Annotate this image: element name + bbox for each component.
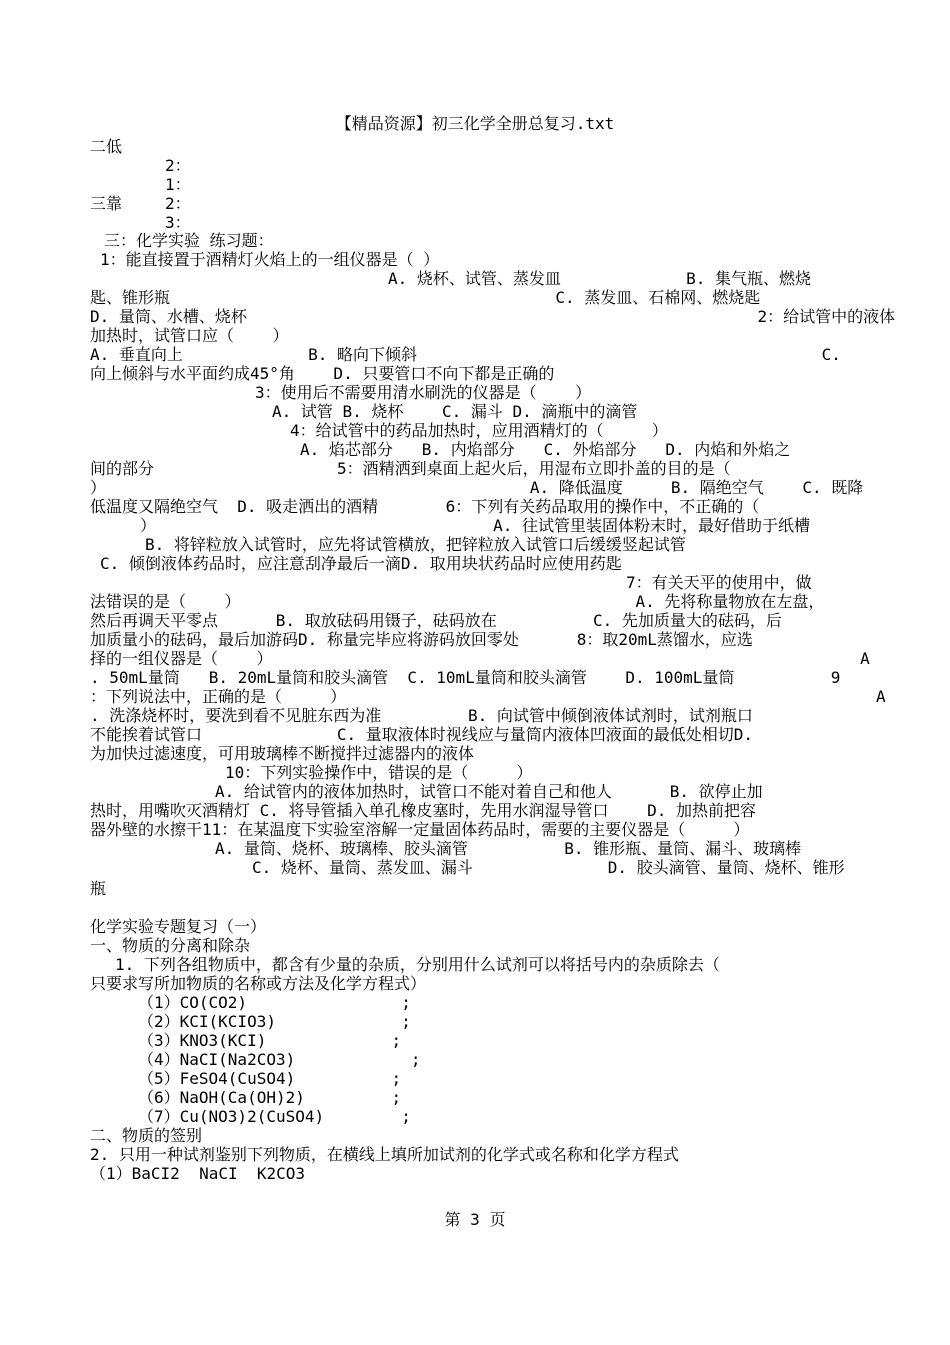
text-line: ：下列说法中，正确的是（ ） A <box>90 687 886 706</box>
text-line: （5）FeSO4(CuSO4) ; <box>138 1069 402 1088</box>
text-line: 加热时，试管口应（ ） <box>90 326 289 345</box>
text-line: 匙、锥形瓶 C. 蒸发皿、石棉网、燃烧匙 <box>90 288 761 307</box>
text-line: D. 量筒、水槽、烧杯 2：给试管中的液体 <box>90 307 896 326</box>
text-line: 10：下列实验操作中，错误的是（ ） <box>225 763 533 782</box>
text-line: A. 量筒、烧杯、玻璃棒、胶头滴管 B. 锥形瓶、量筒、漏斗、玻璃棒 <box>215 839 802 858</box>
text-line: 只要求写所加物质的名称或方法及化学方程式） <box>90 974 427 993</box>
text-line: 3：使用后不需要用清水刷洗的仪器是（ ） <box>255 383 592 402</box>
text-line: 二低 <box>90 137 123 156</box>
text-line: 热时，用嘴吹灭酒精灯 C. 将导管插入单孔橡皮塞时，先用水润湿导管口 D. 加热前把容 <box>90 801 756 820</box>
text-line: 为加快过滤速度，可用玻璃棒不断搅拌过滤器内的液体 <box>90 744 475 763</box>
text-line: 4：给试管中的药品加热时，应用酒精灯的（ ） <box>290 421 668 440</box>
text-line: 瓶 <box>90 879 107 898</box>
text-line: 1. 下列各组物质中，都含有少量的杂质，分别用什么试剂可以将括号内的杂质除去（ <box>115 955 720 974</box>
text-line: （6）NaOH(Ca(OH)2) ; <box>138 1088 402 1107</box>
text-line: （1）CO(CO2) ; <box>138 993 411 1012</box>
text-line: ） A. 往试管里装固体粉末时，最好借助于纸槽 <box>140 516 811 535</box>
text-line: 择的一组仪器是（ ） A <box>90 649 870 668</box>
text-line: 三：化学实验 练习题： <box>104 231 274 250</box>
text-line: 三靠 <box>90 194 123 213</box>
text-line: 间的部分 5：酒精洒到桌面上起火后，用湿布立即扑盖的目的是（ <box>90 459 731 478</box>
text-line: A. 给试管内的液体加热时，试管口不能对着自己和他人 B. 欲停止加 <box>215 782 763 801</box>
text-line: 3： <box>165 213 191 232</box>
text-line: A. 垂直向上 B. 略向下倾斜 C. <box>90 345 841 364</box>
text-line: A. 烧杯、试管、蒸发皿 B. 集气瓶、燃烧 <box>388 269 812 288</box>
text-line: 低温度又隔绝空气 D. 吸走洒出的酒精 6：下列有关药品取用的操作中，不正确的（ <box>90 497 760 516</box>
text-line: （3）KNO3(KCI) ; <box>138 1031 402 1050</box>
text-line: ） A. 降低温度 B. 隔绝空气 C. 既降 <box>90 478 864 497</box>
text-line: （4）NaCI(Na2CO3) ; <box>138 1050 421 1069</box>
text-line: 2. 只用一种试剂鉴别下列物质，在横线上填所加试剂的化学式或名称和化学方程式 <box>90 1145 679 1164</box>
text-line: A. 试管 B. 烧杯 C. 漏斗 D. 滴瓶中的滴管 <box>272 402 638 421</box>
text-line: 一、物质的分离和除杂 <box>90 936 251 955</box>
text-line: . 50mL量筒 B. 20mL量筒和胶头滴管 C. 10mL量筒和胶头滴管 D. 100mL量筒 9 <box>90 668 841 687</box>
text-line: B. 将锌粒放入试管时，应先将试管横放，把锌粒放入试管口后缓缓竖起试管 <box>145 535 686 554</box>
text-line: 二、物质的签别 <box>90 1126 203 1145</box>
page-number: 第 3 页 <box>444 1210 506 1229</box>
text-line: 化学实验专题复习（一） <box>90 917 267 936</box>
text-line: 不能挨着试管口 C. 量取液体时视线应与量筒内液体凹液面的最低处相切D. <box>90 725 754 744</box>
text-line: 1： <box>165 175 191 194</box>
text-line: （7）Cu(NO3)2(CuSO4) ; <box>138 1107 411 1126</box>
text-line: 1：能直接置于酒精灯火焰上的一组仪器是（ ） <box>100 250 440 269</box>
text-line: 加质量小的砝码，最后加游码D. 称量完毕应将游码放回零处 8：取20mL蒸馏水，应选 <box>90 630 753 649</box>
text-line: 然后再调天平零点 B. 取放砝码用镊子，砝码放在 C. 先加质量大的砝码，后 <box>90 611 782 630</box>
text-line: （1）BaCI2 NaCI K2CO3 <box>90 1164 306 1183</box>
text-line: 7：有关天平的使用中，做 <box>626 573 812 592</box>
text-line: （2）KCI(KCIO3) ; <box>138 1012 411 1031</box>
text-line: A. 焰芯部分 B. 内焰部分 C. 外焰部分 D. 内焰和外焰之 <box>300 440 791 459</box>
text-line: 器外壁的水擦干11：在某温度下实验室溶解一定量固体药品时，需要的主要仪器是（ ） <box>90 820 750 839</box>
text-line: C. 倾倒液体药品时，应注意刮净最后一滴D. 取用块状药品时应使用药匙 <box>100 554 622 573</box>
text-line: C. 烧杯、量筒、蒸发皿、漏斗 D. 胶头滴管、量筒、烧杯、锥形 <box>252 858 845 877</box>
text-line: . 洗涤烧杯时，要洗到看不见脏东西为准 B. 向试管中倾倒液体试剂时，试剂瓶口 <box>90 706 753 725</box>
text-line: 2： <box>165 156 191 175</box>
page-title: 【精品资源】初三化学全册总复习.txt <box>335 114 615 133</box>
text-line: 法错误的是（ ） A. 先将称量物放在左盘， <box>90 592 825 611</box>
text-line: 2： <box>165 194 191 213</box>
text-line: 向上倾斜与水平面约成45°角 D. 只要管口不向下都是正确的 <box>90 364 555 383</box>
